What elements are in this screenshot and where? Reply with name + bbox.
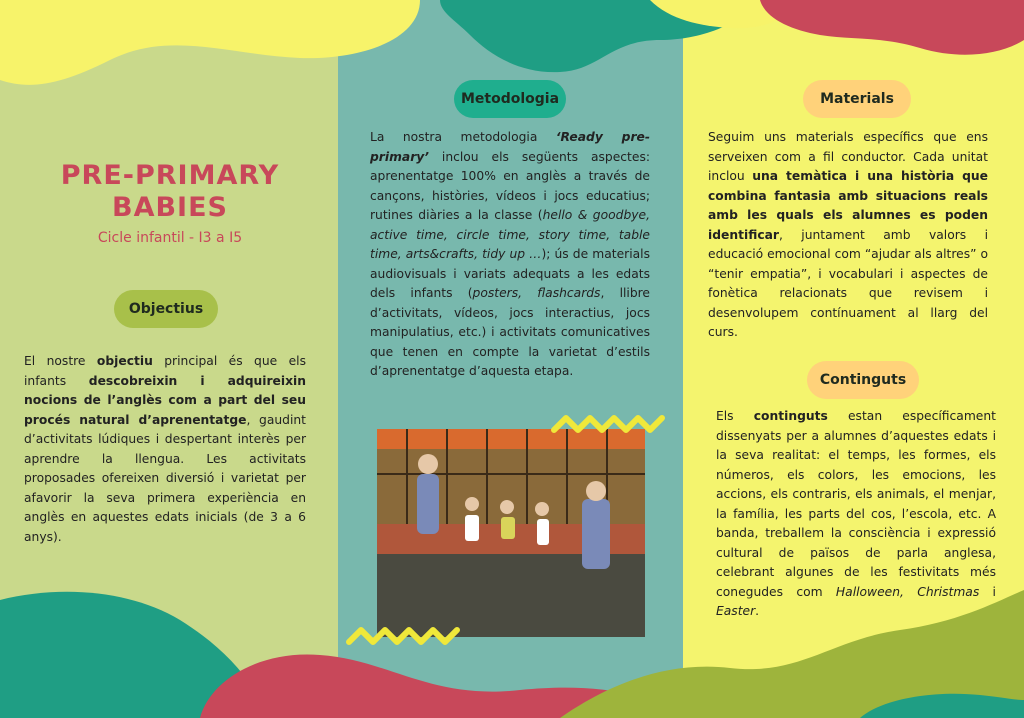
materials-heading: Materials	[803, 80, 911, 118]
zigzag-bottom	[345, 622, 465, 652]
objectius-text: El nostre objectiu principal és que els infants descobreixin i adquireixin nocions de l’anglès com a part del seu procés natural d’aprenentatge, gaudint d’activitats lúdiques i despertant interès per aprendre la llengua. Les activitats proposades ofereixen diversió i varietat per afavorir la seva primera experiència en anglès en aquestes edats inicials (de 3 a 6 anys).	[24, 354, 306, 544]
page-title	[20, 160, 320, 224]
subtitle: Cicle infantil - I3 a I5	[97, 230, 243, 246]
metodologia-heading: Metodologia	[454, 80, 566, 118]
title-line-2: BABIES	[112, 192, 228, 223]
yellow-blob-top-left	[0, 0, 420, 85]
zigzag-top	[550, 412, 670, 442]
materials-text: Seguim uns materials específics que ens serveixen com a fil conductor. Cada unitat inclou una temàtica i una història que combina fantasia amb situacions reals amb les quals els alumnes es poden identificar, juntament amb valors i educació emocional com “ajudar als altres” o “tenir empatia”, i vocabulari i aspectes de fonètica relacionats que revisem i desenvolupem contínuament al llarg del curs.	[708, 130, 988, 339]
classroom-photo	[377, 429, 645, 637]
title-line-1: PRE-PRIMARY	[60, 160, 280, 191]
red-blob-top-right	[760, 0, 1024, 55]
continguts-text: Els continguts estan específicament dissenyats per a alumnes d’aquestes edats i la seva realitat: el temps, les formes, els números, els colors, les emocions, les accions, els contraris, els animals, el menjar, la família, les parts del cos, l’escola, etc. A banda, treballem la consciència i expressió cultural de països de parla anglesa, celebrant algunes de les festivitats més conegudes com Halloween, Christmas i Easter.	[716, 409, 996, 618]
objectius-heading: Objectius	[114, 290, 218, 328]
continguts-heading: Continguts	[807, 361, 919, 399]
metodologia-text: La nostra metodologia ‘Ready pre-primary’ inclou els següents aspectes: aprenentatge 100% en anglès a través de cançons, històries, vídeos i jocs educatius; rutines diàries a la classe (hello & goodbye, active time, circle time, story time, table time, arts&crafts, tidy up …); ús de materials audiovisuals i variats adequats a les edats dels infants (posters, flashcards, llibre d’activitats, vídeos, jocs interactius, jocs manipulatius, etc.) i activitats comunicatives que tenen en compte la varietat d’estils d’aprenentatge d’aquesta etapa.	[370, 130, 650, 378]
